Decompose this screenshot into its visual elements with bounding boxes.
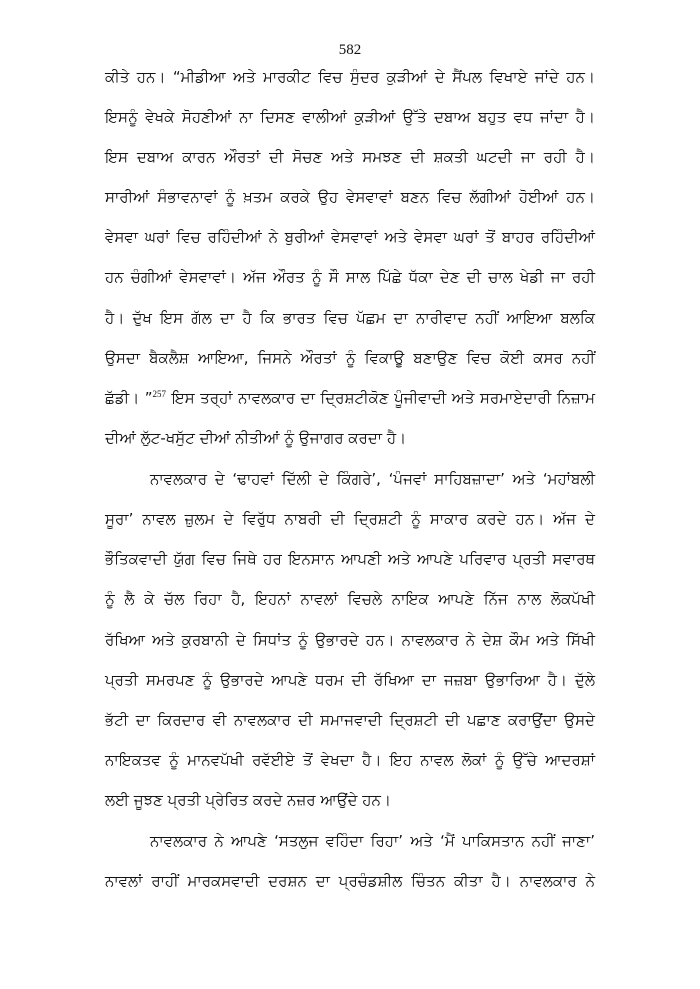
- text-line: ਉਸਦਾ ਬੈਕਲੈਸ਼ ਆਇਆ, ਜਿਸਨੇ ਔਰਤਾਂ ਨੂੰ ਵਿਕਾਊ ਬਣਾਉਣ ਵਿਚ ਕੋਈ ਕਸਰ ਨਹੀਂ: [105, 349, 595, 367]
- text-line: ਇਸਨੂੰ ਵੇਖਕੇ ਸੋਹਣੀਆਂ ਨਾ ਦਿਸਣ ਵਾਲੀਆਂ ਕੁੜੀਆਂ ਉੱਤੇ ਦਬਾਅ ਬਹੁਤ ਵਧ ਜਾਂਦਾ ਹੈ।: [105, 108, 595, 126]
- text-line: ਭੌਤਿਕਵਾਦੀ ਯੁੱਗ ਵਿਚ ਜਿਥੇ ਹਰ ਇਨਸਾਨ ਆਪਣੀ ਅਤੇ ਆਪਣੇ ਪਰਿਵਾਰ ਪ੍ਰਤੀ ਸਵਾਰਥ: [105, 550, 595, 568]
- text-line: ਇਸ ਦਬਾਅ ਕਾਰਨ ਔਰਤਾਂ ਦੀ ਸੋਚਣ ਅਤੇ ਸਮਝਣ ਦੀ ਸ਼ਕਤੀ ਘਟਦੀ ਜਾ ਰਹੀ ਹੈ।: [105, 148, 595, 166]
- text-line: ਵੇਸਵਾ ਘਰਾਂ ਵਿਚ ਰਹਿੰਦੀਆਂ ਨੇ ਬੁਰੀਆਂ ਵੇਸਵਾਵਾਂ ਅਤੇ ਵੇਸਵਾ ਘਰਾਂ ਤੋਂ ਬਾਹਰ ਰਹਿੰਦੀਆਂ: [105, 228, 595, 246]
- text-line: ਕੀਤੇ ਹਨ। “ਮੀਡੀਆ ਅਤੇ ਮਾਰਕੀਟ ਵਿਚ ਸੁੰਦਰ ਕੁੜੀਆਂ ਦੇ ਸੈਂਪਲ ਵਿਖਾਏ ਜਾਂਦੇ ਹਨ।: [105, 68, 595, 86]
- page-number: 582: [338, 42, 362, 58]
- text-line: ਨਾਇਕਤਵ ਨੂੰ ਮਾਨਵਪੱਖੀ ਰਵੱਈਏ ਤੋਂ ਵੇਖਦਾ ਹੈ। ਇਹ ਨਾਵਲ ਲੋਕਾਂ ਨੂੰ ਉੱਚੇ ਆਦਰਸ਼ਾਂ: [105, 751, 595, 769]
- text-line: ਪ੍ਰਤੀ ਸਮਰਪਣ ਨੂੰ ਉਭਾਰਦੇ ਆਪਣੇ ਧਰਮ ਦੀ ਰੱਖਿਆ ਦਾ ਜਜ਼ਬਾ ਉਭਾਰਿਆ ਹੈ। ਦੁੱਲੇ: [105, 671, 595, 689]
- text-line: ਨਾਵਲਾਂ ਰਾਹੀਂ ਮਾਰਕਸਵਾਦੀ ਦਰਸ਼ਨ ਦਾ ਪ੍ਰਚੰਡਸ਼ੀਲ ਚਿੰਤਨ ਕੀਤਾ ਹੈ। ਨਾਵਲਕਾਰ ਨੇ: [105, 872, 595, 890]
- text-line: ਲਈ ਜੂਝਣ ਪ੍ਰਤੀ ਪ੍ਰੇਰਿਤ ਕਰਦੇ ਨਜ਼ਰ ਆਉਂਦੇ ਹਨ।: [105, 791, 391, 809]
- text-segment: ਇਸ ਤਰ੍ਹਾਂ ਨਾਵਲਕਾਰ ਦਾ ਦ੍ਰਿਸ਼ਟੀਕੋਣ ਪੂੰਜੀਵਾਦੀ ਅਤੇ ਸਰਮਾਏਦਾਰੀ ਨਿਜ਼ਾਮ: [166, 389, 595, 407]
- text-line-with-footnote: [105, 386, 595, 410]
- text-line: ਨੂੰ ਲੈ ਕੇ ਚੱਲ ਰਿਹਾ ਹੈ, ਇਹਨਾਂ ਨਾਵਲਾਂ ਵਿਚਲੇ ਨਾਇਕ ਆਪਣੇ ਨਿੱਜ ਨਾਲ ਲੋਕਪੱਖੀ: [105, 590, 595, 608]
- text-segment: ਛੱਡੀ। ”: [105, 389, 153, 407]
- text-line: ਹਨ ਚੰਗੀਆਂ ਵੇਸਵਾਵਾਂ। ਅੱਜ ਔਰਤ ਨੂੰ ਸੌ ਸਾਲ ਪਿੱਛੇ ਧੱਕਾ ਦੇਣ ਦੀ ਚਾਲ ਖੇਡੀ ਜਾ ਰਹੀ: [105, 268, 595, 286]
- text-line: ਹੈ। ਦੁੱਖ ਇਸ ਗੱਲ ਦਾ ਹੈ ਕਿ ਭਾਰਤ ਵਿਚ ਪੱਛਮ ਦਾ ਨਾਰੀਵਾਦ ਨਹੀਂ ਆਇਆ ਬਲਕਿ: [105, 309, 595, 327]
- footnote-reference: 257: [152, 389, 167, 399]
- text-line: ਸਾਰੀਆਂ ਸੰਭਾਵਨਾਵਾਂ ਨੂੰ ਖ਼ਤਮ ਕਰਕੇ ਉਹ ਵੇਸਵਾਵਾਂ ਬਣਨ ਵਿਚ ਲੱਗੀਆਂ ਹੋਈਆਂ ਹਨ।: [105, 188, 595, 206]
- text-line: ਰੱਖਿਆ ਅਤੇ ਕੁਰਬਾਨੀ ਦੇ ਸਿਧਾਂਤ ਨੂੰ ਉਭਾਰਦੇ ਹਨ। ਨਾਵਲਕਾਰ ਨੇ ਦੇਸ਼ ਕੌਮ ਅਤੇ ਸਿੱਖੀ: [105, 631, 595, 649]
- text-line: ਸੂਰਾ’ ਨਾਵਲ ਜ਼ੁਲਮ ਦੇ ਵਿਰੁੱਧ ਨਾਬਰੀ ਦੀ ਦ੍ਰਿਸ਼ਟੀ ਨੂੰ ਸਾਕਾਰ ਕਰਦੇ ਹਨ। ਅੱਜ ਦੇ: [105, 510, 595, 528]
- text-line: ਨਾਵਲਕਾਰ ਨੇ ਆਪਣੇ ‘ਸਤਲੁਜ ਵਹਿੰਦਾ ਰਿਹਾ’ ਅਤੇ ‘ਮੈਂ ਪਾਕਿਸਤਾਨ ਨਹੀਂ ਜਾਣਾ’: [150, 832, 595, 850]
- text-line: ਭੱਟੀ ਦਾ ਕਿਰਦਾਰ ਵੀ ਨਾਵਲਕਾਰ ਦੀ ਸਮਾਜਵਾਦੀ ਦ੍ਰਿਸ਼ਟੀ ਦੀ ਪਛਾਣ ਕਰਾਉਂਦਾ ਉਸਦੇ: [105, 711, 595, 729]
- text-line: ਨਾਵਲਕਾਰ ਦੇ ‘ਢਾਹਵਾਂ ਦਿੱਲੀ ਦੇ ਕਿੰਗਰੇ’, ‘ਪੰਜਵਾਂ ਸਾਹਿਬਜ਼ਾਦਾ’ ਅਤੇ ‘ਮਹਾਂਬਲੀ: [150, 470, 595, 488]
- text-line: ਦੀਆਂ ਲੁੱਟ-ਖਸੁੱਟ ਦੀਆਂ ਨੀਤੀਆਂ ਨੂੰ ਉਜਾਗਰ ਕਰਦਾ ਹੈ।: [105, 429, 407, 447]
